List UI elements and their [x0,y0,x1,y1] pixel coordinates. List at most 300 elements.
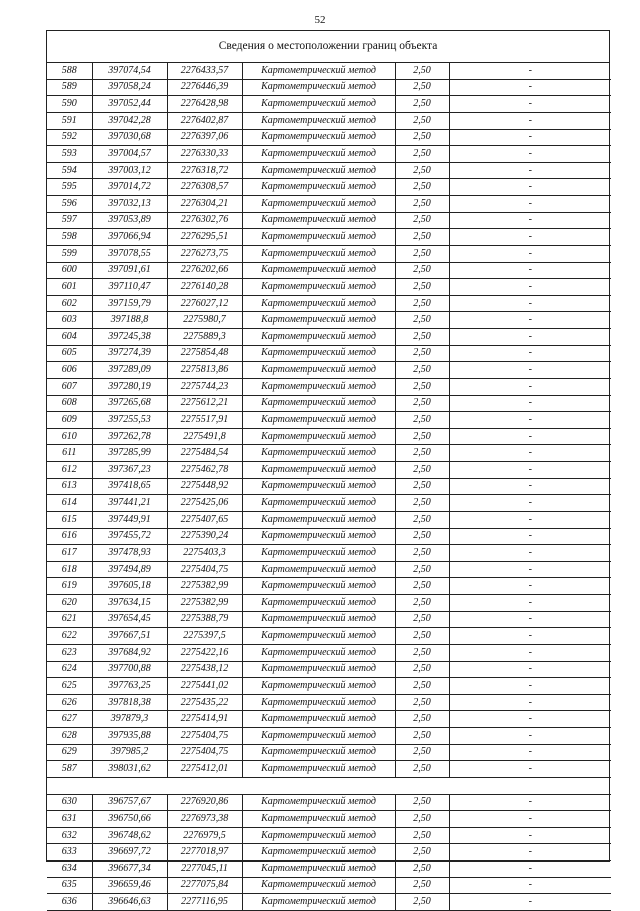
table-row [47,212,611,229]
y-coordinate-cell: 2275889,3 [167,329,242,346]
method-cell: Картометрический метод [242,162,395,179]
note-cell: - [449,728,611,745]
point-number-cell: 611 [47,445,92,462]
note-cell: - [449,761,611,778]
note-cell: - [449,179,611,196]
x-coordinate-cell: 397763,25 [92,678,167,695]
point-number-cell: 596 [47,196,92,213]
x-coordinate-cell: 397245,38 [92,329,167,346]
point-number-cell: 595 [47,179,92,196]
note-cell: - [449,63,611,79]
table-row [47,578,611,595]
point-number-cell: 598 [47,229,92,246]
table-row [47,661,611,678]
accuracy-cell: 2,50 [395,644,449,661]
method-cell: Картометрический метод [242,345,395,362]
method-cell: Картометрический метод [242,794,395,811]
table-row [47,395,611,412]
y-coordinate-cell: 2275441,02 [167,678,242,695]
method-cell: Картометрический метод [242,378,395,395]
point-number-cell: 603 [47,312,92,329]
table-row [47,445,611,462]
x-coordinate-cell: 397818,38 [92,694,167,711]
x-coordinate-cell: 397003,12 [92,162,167,179]
note-cell: - [449,312,611,329]
x-coordinate-cell: 397455,72 [92,528,167,545]
table-row [47,312,611,329]
x-coordinate-cell: 397091,61 [92,262,167,279]
y-coordinate-cell: 2275404,75 [167,728,242,745]
table-row [47,362,611,379]
accuracy-cell: 2,50 [395,63,449,79]
y-coordinate-cell: 2276308,57 [167,179,242,196]
table-row [47,329,611,346]
accuracy-cell: 2,50 [395,245,449,262]
note-cell: - [449,561,611,578]
note-cell: - [449,661,611,678]
y-coordinate-cell: 2276973,38 [167,811,242,828]
table-row [47,279,611,296]
table-row [47,678,611,695]
point-number-cell: 621 [47,611,92,628]
y-coordinate-cell: 2275414,91 [167,711,242,728]
note-cell: - [449,827,611,844]
y-coordinate-cell: 2275404,75 [167,561,242,578]
accuracy-cell: 2,50 [395,628,449,645]
accuracy-cell: 2,50 [395,478,449,495]
y-coordinate-cell: 2275612,21 [167,395,242,412]
x-coordinate-cell: 397110,47 [92,279,167,296]
method-cell: Картометрический метод [242,196,395,213]
accuracy-cell: 2,50 [395,212,449,229]
accuracy-cell: 2,50 [395,595,449,612]
y-coordinate-cell: 2275422,16 [167,644,242,661]
y-coordinate-cell: 2275388,79 [167,611,242,628]
y-coordinate-cell: 2276446,39 [167,79,242,96]
table-row [47,844,611,861]
method-cell: Картометрический метод [242,129,395,146]
note-cell: - [449,861,611,878]
accuracy-cell: 2,50 [395,96,449,113]
note-cell: - [449,212,611,229]
table-row [47,262,611,279]
point-number-cell: 629 [47,744,92,761]
method-cell: Картометрический метод [242,245,395,262]
accuracy-cell: 2,50 [395,196,449,213]
point-number-cell: 625 [47,678,92,695]
note-cell: - [449,279,611,296]
y-coordinate-cell: 2276302,76 [167,212,242,229]
note-cell: - [449,162,611,179]
x-coordinate-cell: 397265,68 [92,395,167,412]
x-coordinate-cell: 397441,21 [92,495,167,512]
accuracy-cell: 2,50 [395,561,449,578]
accuracy-cell: 2,50 [395,362,449,379]
accuracy-cell: 2,50 [395,661,449,678]
y-coordinate-cell: 2275854,48 [167,345,242,362]
note-cell: - [449,511,611,528]
point-number-cell: 634 [47,861,92,878]
table-row [47,794,611,811]
method-cell: Картометрический метод [242,728,395,745]
point-number-cell: 602 [47,295,92,312]
method-cell: Картометрический метод [242,861,395,878]
x-coordinate-cell: 397654,45 [92,611,167,628]
method-cell: Картометрический метод [242,528,395,545]
method-cell: Картометрический метод [242,628,395,645]
method-cell: Картометрический метод [242,146,395,163]
y-coordinate-cell: 2275407,65 [167,511,242,528]
method-cell: Картометрический метод [242,312,395,329]
accuracy-cell: 2,50 [395,877,449,894]
table-row [47,595,611,612]
method-cell: Картометрический метод [242,694,395,711]
accuracy-cell: 2,50 [395,395,449,412]
table-row [47,711,611,728]
table-row [47,894,611,911]
table-row [47,162,611,179]
y-coordinate-cell: 2275390,24 [167,528,242,545]
method-cell: Картометрический метод [242,744,395,761]
table-row [47,628,611,645]
y-coordinate-cell: 2276920,86 [167,794,242,811]
x-coordinate-cell: 397052,44 [92,96,167,113]
point-number-cell: 607 [47,378,92,395]
x-coordinate-cell: 397262,78 [92,428,167,445]
x-coordinate-cell: 397667,51 [92,628,167,645]
y-coordinate-cell: 2275813,86 [167,362,242,379]
y-coordinate-cell: 2276402,87 [167,112,242,129]
note-cell: - [449,711,611,728]
point-number-cell: 605 [47,345,92,362]
accuracy-cell: 2,50 [395,146,449,163]
point-number-cell: 614 [47,495,92,512]
point-number-cell: 604 [47,329,92,346]
accuracy-cell: 2,50 [395,711,449,728]
accuracy-cell: 2,50 [395,312,449,329]
y-coordinate-cell: 2276295,51 [167,229,242,246]
table-row [47,478,611,495]
y-coordinate-cell: 2276318,72 [167,162,242,179]
point-number-cell: 606 [47,362,92,379]
method-cell: Картометрический метод [242,511,395,528]
method-cell: Картометрический метод [242,112,395,129]
point-number-cell: 615 [47,511,92,528]
y-coordinate-cell: 2275462,78 [167,462,242,479]
point-number-cell: 591 [47,112,92,129]
table-row [47,644,611,661]
note-cell: - [449,378,611,395]
point-number-cell: 588 [47,63,92,79]
table-row [47,378,611,395]
y-coordinate-cell: 2275980,7 [167,312,242,329]
coordinates-table-frame [46,30,610,908]
method-cell: Картометрический метод [242,279,395,296]
accuracy-cell: 2,50 [395,678,449,695]
x-coordinate-cell: 397058,24 [92,79,167,96]
note-cell: - [449,644,611,661]
x-coordinate-cell: 397289,09 [92,362,167,379]
y-coordinate-cell: 2276140,28 [167,279,242,296]
accuracy-cell: 2,50 [395,112,449,129]
point-number-cell: 597 [47,212,92,229]
accuracy-cell: 2,50 [395,528,449,545]
note-cell: - [449,428,611,445]
method-cell: Картометрический метод [242,545,395,562]
table-title: Сведения о местоположении границ объекта [47,31,609,63]
y-coordinate-cell: 2276304,21 [167,196,242,213]
method-cell: Картометрический метод [242,711,395,728]
note-cell: - [449,495,611,512]
point-number-cell: 594 [47,162,92,179]
x-coordinate-cell: 397285,99 [92,445,167,462]
method-cell: Картометрический метод [242,661,395,678]
x-coordinate-cell: 397879,3 [92,711,167,728]
table-row [47,827,611,844]
x-coordinate-cell: 396659,46 [92,877,167,894]
table-row [47,528,611,545]
method-cell: Картометрический метод [242,395,395,412]
table-row [47,744,611,761]
y-coordinate-cell: 2275438,12 [167,661,242,678]
accuracy-cell: 2,50 [395,462,449,479]
note-cell: - [449,362,611,379]
x-coordinate-cell: 397700,88 [92,661,167,678]
note-cell: - [449,611,611,628]
x-coordinate-cell: 397004,57 [92,146,167,163]
note-cell: - [449,578,611,595]
table-row [47,611,611,628]
method-cell: Картометрический метод [242,445,395,462]
note-cell: - [449,345,611,362]
point-number-cell: 609 [47,412,92,429]
note-cell: - [449,329,611,346]
point-number-cell: 613 [47,478,92,495]
point-number-cell: 622 [47,628,92,645]
accuracy-cell: 2,50 [395,578,449,595]
table-row [47,495,611,512]
table-row [47,63,611,79]
note-cell: - [449,245,611,262]
table-row [47,761,611,778]
x-coordinate-cell: 397605,18 [92,578,167,595]
accuracy-cell: 2,50 [395,511,449,528]
method-cell: Картометрический метод [242,595,395,612]
point-number-cell: 635 [47,877,92,894]
method-cell: Картометрический метод [242,362,395,379]
accuracy-cell: 2,50 [395,79,449,96]
table-row [47,112,611,129]
point-number-cell: 630 [47,794,92,811]
x-coordinate-cell: 397449,91 [92,511,167,528]
method-cell: Картометрический метод [242,96,395,113]
accuracy-cell: 2,50 [395,827,449,844]
x-coordinate-cell: 397032,13 [92,196,167,213]
point-number-cell: 608 [47,395,92,412]
table-row [47,511,611,528]
accuracy-cell: 2,50 [395,412,449,429]
x-coordinate-cell: 397042,28 [92,112,167,129]
y-coordinate-cell: 2275404,75 [167,744,242,761]
accuracy-cell: 2,50 [395,179,449,196]
note-cell: - [449,678,611,695]
table-row [47,345,611,362]
point-number-cell: 589 [47,79,92,96]
note-cell: - [449,262,611,279]
y-coordinate-cell: 2276273,75 [167,245,242,262]
accuracy-cell: 2,50 [395,545,449,562]
note-cell: - [449,412,611,429]
method-cell: Картометрический метод [242,678,395,695]
y-coordinate-cell: 2275448,92 [167,478,242,495]
note-cell: - [449,478,611,495]
note-cell: - [449,129,611,146]
x-coordinate-cell: 396748,62 [92,827,167,844]
accuracy-cell: 2,50 [395,345,449,362]
accuracy-cell: 2,50 [395,811,449,828]
note-cell: - [449,462,611,479]
note-cell: - [449,694,611,711]
accuracy-cell: 2,50 [395,378,449,395]
y-coordinate-cell: 2275517,91 [167,412,242,429]
accuracy-cell: 2,50 [395,761,449,778]
method-cell: Картометрический метод [242,229,395,246]
x-coordinate-cell: 397418,65 [92,478,167,495]
accuracy-cell: 2,50 [395,728,449,745]
x-coordinate-cell: 397159,79 [92,295,167,312]
point-number-cell: 592 [47,129,92,146]
y-coordinate-cell: 2275397,5 [167,628,242,645]
method-cell: Картометрический метод [242,495,395,512]
note-cell: - [449,146,611,163]
point-number-cell: 619 [47,578,92,595]
method-cell: Картометрический метод [242,63,395,79]
coordinates-table [47,63,611,911]
method-cell: Картометрический метод [242,561,395,578]
x-coordinate-cell: 396677,34 [92,861,167,878]
note-cell: - [449,894,611,911]
accuracy-cell: 2,50 [395,295,449,312]
accuracy-cell: 2,50 [395,229,449,246]
method-cell: Картометрический метод [242,329,395,346]
point-number-cell: 616 [47,528,92,545]
table-row [47,79,611,96]
y-coordinate-cell: 2276330,33 [167,146,242,163]
x-coordinate-cell: 397053,89 [92,212,167,229]
x-coordinate-cell: 397494,89 [92,561,167,578]
accuracy-cell: 2,50 [395,329,449,346]
point-number-cell: 618 [47,561,92,578]
accuracy-cell: 2,50 [395,844,449,861]
table-row [47,129,611,146]
table-row [47,179,611,196]
y-coordinate-cell: 2275412,01 [167,761,242,778]
x-coordinate-cell: 397684,92 [92,644,167,661]
y-coordinate-cell: 2275403,3 [167,545,242,562]
note-cell: - [449,744,611,761]
x-coordinate-cell: 398031,62 [92,761,167,778]
x-coordinate-cell: 397367,23 [92,462,167,479]
table-row [47,462,611,479]
accuracy-cell: 2,50 [395,694,449,711]
y-coordinate-cell: 2277116,95 [167,894,242,911]
method-cell: Картометрический метод [242,844,395,861]
accuracy-cell: 2,50 [395,611,449,628]
accuracy-cell: 2,50 [395,428,449,445]
note-cell: - [449,811,611,828]
table-row [47,877,611,894]
note-cell: - [449,229,611,246]
point-number-cell: 627 [47,711,92,728]
x-coordinate-cell: 397280,19 [92,378,167,395]
x-coordinate-cell: 396757,67 [92,794,167,811]
table-row [47,229,611,246]
y-coordinate-cell: 2276433,57 [167,63,242,79]
method-cell: Картометрический метод [242,462,395,479]
x-coordinate-cell: 397274,39 [92,345,167,362]
method-cell: Картометрический метод [242,827,395,844]
y-coordinate-cell: 2275425,06 [167,495,242,512]
note-cell: - [449,595,611,612]
accuracy-cell: 2,50 [395,495,449,512]
method-cell: Картометрический метод [242,877,395,894]
x-coordinate-cell: 397066,94 [92,229,167,246]
table-row [47,96,611,113]
table-row [47,545,611,562]
point-number-cell: 620 [47,595,92,612]
y-coordinate-cell: 2276397,06 [167,129,242,146]
method-cell: Картометрический метод [242,295,395,312]
note-cell: - [449,545,611,562]
note-cell: - [449,844,611,861]
table-row [47,412,611,429]
x-coordinate-cell: 397074,54 [92,63,167,79]
note-cell: - [449,395,611,412]
point-number-cell: 590 [47,96,92,113]
note-cell: - [449,628,611,645]
y-coordinate-cell: 2277018,97 [167,844,242,861]
note-cell: - [449,445,611,462]
note-cell: - [449,528,611,545]
x-coordinate-cell: 397935,88 [92,728,167,745]
x-coordinate-cell: 397014,72 [92,179,167,196]
point-number-cell: 600 [47,262,92,279]
method-cell: Картометрический метод [242,212,395,229]
y-coordinate-cell: 2277045,11 [167,861,242,878]
note-cell: - [449,877,611,894]
note-cell: - [449,794,611,811]
method-cell: Картометрический метод [242,79,395,96]
method-cell: Картометрический метод [242,894,395,911]
accuracy-cell: 2,50 [395,279,449,296]
y-coordinate-cell: 2277075,84 [167,877,242,894]
method-cell: Картометрический метод [242,644,395,661]
y-coordinate-cell: 2275435,22 [167,694,242,711]
point-number-cell: 624 [47,661,92,678]
table-row [47,295,611,312]
y-coordinate-cell: 2275382,99 [167,595,242,612]
table-row [47,694,611,711]
accuracy-cell: 2,50 [395,861,449,878]
point-number-cell: 626 [47,694,92,711]
method-cell: Картометрический метод [242,761,395,778]
method-cell: Картометрический метод [242,428,395,445]
note-cell: - [449,79,611,96]
note-cell: - [449,112,611,129]
note-cell: - [449,96,611,113]
table-row [47,428,611,445]
accuracy-cell: 2,50 [395,894,449,911]
